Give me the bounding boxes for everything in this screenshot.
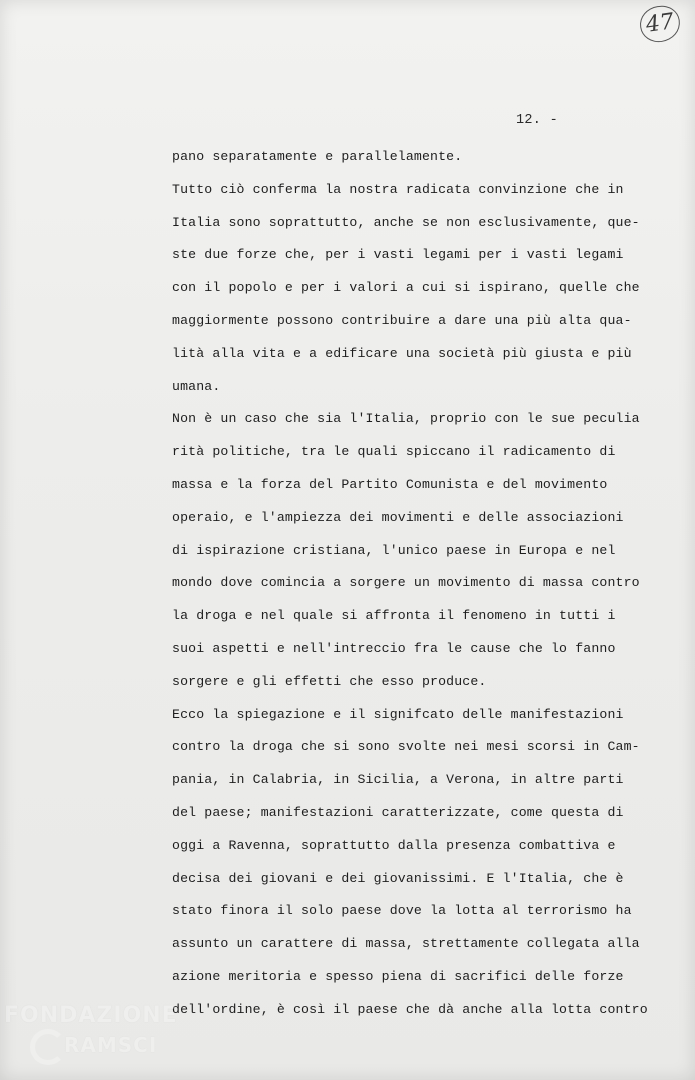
text-line: decisa dei giovani e dei giovanissimi. E l'Italia, che è bbox=[172, 870, 624, 886]
text-line: lità alla vita e a edificare una società più giusta e più bbox=[172, 345, 632, 361]
text-line: azione meritoria e spesso piena di sacrifici delle forze bbox=[172, 968, 624, 984]
watermark-line-1: FONDAZIONE bbox=[4, 1003, 178, 1028]
watermark-line-2: RAMSCI bbox=[64, 1033, 158, 1057]
text-line: di ispirazione cristiana, l'unico paese in Europa e nel bbox=[172, 542, 616, 558]
text-line: con il popolo e per i valori a cui si ispirano, quelle che bbox=[172, 280, 640, 296]
text-line: Non è un caso che sia l'Italia, proprio con le sue peculia bbox=[172, 411, 640, 427]
page-number: 12. - bbox=[516, 113, 559, 128]
text-line: maggiormente possono contribuire a dare una più alta qua- bbox=[172, 312, 632, 328]
text-line: la droga e nel quale si affronta il fenomeno in tutti i bbox=[172, 608, 616, 624]
text-line: mondo dove comincia a sorgere un movimento di massa contro bbox=[172, 575, 640, 591]
text-line: suoi aspetti e nell'intreccio fra le cause che lo fanno bbox=[172, 640, 616, 656]
text-line: rità politiche, tra le quali spiccano il radicamento di bbox=[172, 444, 616, 460]
text-line: pano separatamente e parallelamente. bbox=[172, 149, 463, 164]
archive-number-stamp: 47 bbox=[638, 3, 683, 44]
text-line: operaio, e l'ampiezza dei movimenti e delle associazioni bbox=[172, 509, 624, 525]
text-line: massa e la forza del Partito Comunista e del movimento bbox=[172, 476, 608, 492]
typewritten-body bbox=[172, 148, 672, 1034]
text-line: dell'ordine, è così il paese che dà anche alla lotta contro bbox=[172, 1001, 648, 1017]
text-line: contro la droga che si sono svolte nei mesi scorsi in Cam- bbox=[172, 739, 640, 755]
text-line: umana. bbox=[172, 378, 221, 394]
text-line: Tutto ciò conferma la nostra radicata convinzione che in bbox=[172, 181, 624, 197]
text-line: ste due forze che, per i vasti legami per i vasti legami bbox=[172, 247, 624, 263]
text-line: oggi a Ravenna, soprattutto dalla presenza combattiva e bbox=[172, 837, 616, 853]
foundation-watermark bbox=[4, 1003, 204, 1073]
watermark-g-logo-icon bbox=[30, 1029, 66, 1065]
text-line: pania, in Calabria, in Sicilia, a Verona, in altre parti bbox=[172, 772, 624, 788]
text-line: assunto un carattere di massa, strettamente collegata alla bbox=[172, 936, 640, 952]
text-line: stato finora il solo paese dove la lotta al terrorismo ha bbox=[172, 903, 632, 919]
text-line: Italia sono soprattutto, anche se non esclusivamente, que- bbox=[172, 214, 640, 230]
text-line: sorgere e gli effetti che esso produce. bbox=[172, 673, 487, 689]
text-line: del paese; manifestazioni caratterizzate, come questa di bbox=[172, 804, 624, 820]
text-line: Ecco la spiegazione e il signifcato delle manifestazioni bbox=[172, 706, 624, 722]
